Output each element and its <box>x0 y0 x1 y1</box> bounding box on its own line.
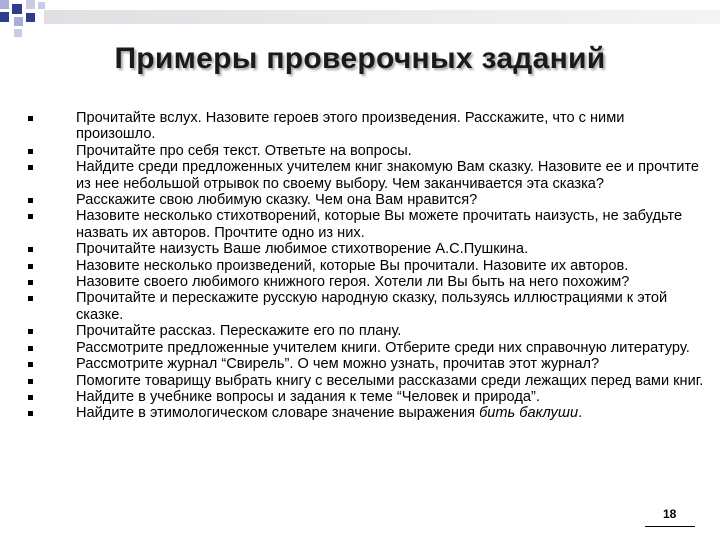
list-item <box>24 110 704 143</box>
bullet-square-icon <box>28 247 33 252</box>
corner-decoration <box>0 0 50 40</box>
bullet-square-icon <box>28 362 33 367</box>
list-item-text: Прочитайте вслух. Назовите героев этого произведения. Расскажите, что с ними произошло. <box>76 110 625 143</box>
list-item-text: Прочитайте и перескажите русскую народную сказку, пользуясь иллюстрациями к этой сказке. <box>76 290 668 323</box>
bullet-square-icon <box>28 116 33 121</box>
list-item-text: Прочитайте наизусть Ваше любимое стихотворение А.С.Пушкина. <box>76 241 528 258</box>
list-item-text: Назовите своего любимого книжного героя. Хотели ли Вы быть на него похожим? <box>76 274 630 291</box>
list-item <box>24 340 704 356</box>
task-list <box>24 110 704 422</box>
bullet-square-icon <box>28 198 33 203</box>
list-item-text: Назовите несколько произведений, которые Вы прочитали. Назовите их авторов. <box>76 257 629 274</box>
list-item-text: Рассмотрите предложенные учителем книги. Отберите среди них справочную литературу. <box>76 339 690 356</box>
list-item-text: Прочитайте рассказ. Перескажите его по плану. <box>76 323 402 340</box>
list-item-text: Найдите в этимологическом словаре значение выражения <box>76 405 480 422</box>
bullet-square-icon <box>28 379 33 384</box>
list-item-emphasis: бить баклуши <box>479 405 579 422</box>
list-item <box>24 143 704 159</box>
list-item <box>24 258 704 274</box>
decor-square <box>0 0 9 9</box>
list-item-text: Назовите несколько стихотворений, которые Вы можете прочитать наизусть, не забудьте назвать их авторов. Прочтите одно из них. <box>76 208 683 241</box>
list-item-text: Помогите товарищу выбрать книгу с веселыми рассказами среди лежащих перед вами книг. <box>76 372 704 389</box>
top-bar <box>44 10 720 24</box>
decor-square <box>26 0 35 9</box>
list-item <box>24 159 704 192</box>
bullet-square-icon <box>28 296 33 301</box>
list-item-text: Расскажите свою любимую сказку. Чем она Вам нравится? <box>76 192 478 209</box>
list-item-text: Найдите в учебнике вопросы и задания к теме “Человек и природа”. <box>76 388 540 405</box>
list-item <box>24 208 704 241</box>
decor-square <box>0 12 9 22</box>
bullet-square-icon <box>28 411 33 416</box>
bullet-square-icon <box>28 214 33 219</box>
bullet-square-icon <box>28 329 33 334</box>
bullet-square-icon <box>28 165 33 170</box>
page-number: 18 <box>663 507 677 521</box>
page-number-underline <box>645 526 695 527</box>
list-item <box>24 323 704 339</box>
decor-square <box>14 29 22 37</box>
list-item-text: Рассмотрите журнал “Свирель”. О чем можно узнать, прочитав этот журнал? <box>76 356 600 373</box>
list-item <box>24 356 704 372</box>
decor-square <box>12 4 22 14</box>
list-item <box>24 290 704 323</box>
decor-square <box>14 17 23 26</box>
list-item-text: Найдите среди предложенных учителем книг знакомую Вам сказку. Назовите ее и прочтите из нее небольшой отрывок по своему выбору. Чем заканчивается эта сказка? <box>76 159 700 192</box>
decor-square <box>26 13 35 22</box>
list-item <box>24 373 704 389</box>
list-item <box>24 192 704 208</box>
list-item <box>24 389 704 405</box>
list-item <box>24 405 704 421</box>
list-item <box>24 274 704 290</box>
page-title: Примеры проверочных заданий <box>114 42 606 75</box>
list-item <box>24 241 704 257</box>
list-item-text: Прочитайте про себя текст. Ответьте на вопросы. <box>76 142 412 159</box>
bullet-square-icon <box>28 264 33 269</box>
list-item-suffix: . <box>578 405 583 422</box>
decor-square <box>38 2 45 9</box>
bullet-square-icon <box>28 280 33 285</box>
bullet-square-icon <box>28 149 33 154</box>
bullet-square-icon <box>28 346 33 351</box>
bullet-square-icon <box>28 395 33 400</box>
